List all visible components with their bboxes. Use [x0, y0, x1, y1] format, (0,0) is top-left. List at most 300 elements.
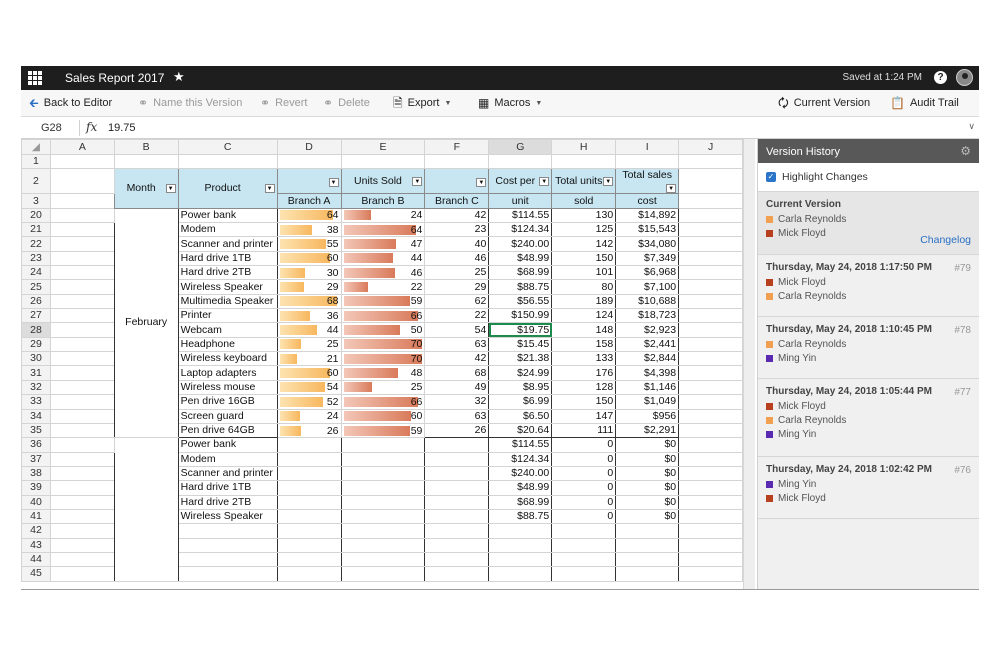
cell[interactable]: [552, 567, 616, 581]
cell[interactable]: [679, 337, 743, 351]
cell[interactable]: [679, 194, 743, 208]
cell[interactable]: [277, 155, 341, 169]
formula-input[interactable]: 19.75: [108, 122, 136, 134]
cell[interactable]: [341, 552, 425, 566]
cell[interactable]: [50, 409, 114, 423]
cell[interactable]: [679, 509, 743, 523]
back-to-editor-button[interactable]: [29, 97, 112, 109]
branch-a-cell[interactable]: [277, 237, 341, 251]
product-cell[interactable]: Wireless Speaker: [178, 280, 277, 294]
filter-icon[interactable]: ▼: [476, 178, 486, 187]
product-cell[interactable]: Hard drive 1TB: [178, 481, 277, 495]
product-cell[interactable]: Screen guard: [178, 409, 277, 423]
cell[interactable]: [277, 538, 341, 552]
branch-a-cell[interactable]: [277, 438, 341, 452]
cost-per-header[interactable]: [489, 169, 552, 194]
row-header[interactable]: 45: [22, 567, 51, 581]
branch-b-cell[interactable]: [341, 509, 425, 523]
cost-cell[interactable]: $48.99: [489, 481, 552, 495]
branch-c-cell[interactable]: 22: [425, 309, 489, 323]
star-icon[interactable]: ★: [173, 69, 185, 84]
cell[interactable]: [679, 438, 743, 452]
row-header[interactable]: 25: [22, 280, 51, 294]
cell[interactable]: [50, 208, 114, 222]
row-header[interactable]: 29: [22, 337, 51, 351]
branch-b-cell[interactable]: [341, 237, 425, 251]
cell[interactable]: [50, 524, 114, 538]
cell[interactable]: [679, 524, 743, 538]
branch-c-cell[interactable]: 29: [425, 280, 489, 294]
cost-cell[interactable]: $6.99: [489, 395, 552, 409]
cell[interactable]: [425, 552, 489, 566]
product-cell[interactable]: Pen drive 64GB: [178, 423, 277, 437]
row-header[interactable]: 43: [22, 538, 51, 552]
row-header[interactable]: 31: [22, 366, 51, 380]
cell[interactable]: [679, 280, 743, 294]
cell[interactable]: [616, 567, 679, 581]
branch-a-cell[interactable]: [277, 409, 341, 423]
cost-cell[interactable]: $114.55: [489, 438, 552, 452]
total-units-header[interactable]: [552, 169, 616, 194]
filter-icon[interactable]: ▼: [412, 177, 422, 186]
branch-b-cell[interactable]: [341, 323, 425, 337]
branch-b-cell[interactable]: [341, 223, 425, 237]
cell[interactable]: [50, 194, 114, 208]
product-cell[interactable]: Pen drive 16GB: [178, 395, 277, 409]
delete-button[interactable]: [323, 97, 370, 109]
version-entry[interactable]: [758, 379, 979, 457]
row-header[interactable]: 39: [22, 481, 51, 495]
branch-b-cell[interactable]: [341, 366, 425, 380]
branch-c-cell[interactable]: [425, 466, 489, 480]
row-header[interactable]: 24: [22, 266, 51, 280]
cost-cell[interactable]: $48.99: [489, 251, 552, 265]
row-header[interactable]: 20: [22, 208, 51, 222]
cell[interactable]: [679, 155, 743, 169]
branch-b-cell[interactable]: [341, 423, 425, 437]
current-version-entry[interactable]: [758, 192, 979, 255]
branch-c-cell[interactable]: 42: [425, 352, 489, 366]
branch-c-cell[interactable]: [425, 495, 489, 509]
branch-a-cell[interactable]: [277, 366, 341, 380]
cell[interactable]: [679, 481, 743, 495]
row-header[interactable]: 40: [22, 495, 51, 509]
cell[interactable]: [341, 155, 425, 169]
branch-c-cell[interactable]: 63: [425, 409, 489, 423]
product-cell[interactable]: Multimedia Speaker: [178, 294, 277, 308]
checkbox-checked-icon[interactable]: ✓: [767, 172, 775, 181]
sales-cell[interactable]: $6,968: [616, 266, 679, 280]
product-cell[interactable]: Webcam: [178, 323, 277, 337]
sales-cell[interactable]: $0: [616, 495, 679, 509]
avatar[interactable]: [956, 69, 973, 86]
row-header[interactable]: 1: [22, 155, 51, 169]
column-header[interactable]: A: [50, 140, 114, 155]
units-cell[interactable]: 125: [552, 223, 616, 237]
cost-cell[interactable]: $15.45: [489, 337, 552, 351]
cell[interactable]: [679, 395, 743, 409]
branch-c-cell[interactable]: 63: [425, 337, 489, 351]
branch-c-cell[interactable]: [425, 452, 489, 466]
sales-cell[interactable]: $0: [616, 481, 679, 495]
units-cell[interactable]: 147: [552, 409, 616, 423]
cell[interactable]: [679, 208, 743, 222]
cell[interactable]: [178, 524, 277, 538]
version-entry[interactable]: [758, 317, 979, 379]
export-button[interactable]: [393, 97, 451, 109]
column-header[interactable]: I: [616, 140, 679, 155]
cell[interactable]: [552, 155, 616, 169]
product-cell[interactable]: Wireless keyboard: [178, 352, 277, 366]
row-header[interactable]: 26: [22, 294, 51, 308]
cell[interactable]: [50, 294, 114, 308]
sales-cell[interactable]: $0: [616, 452, 679, 466]
cell[interactable]: [679, 169, 743, 194]
sheet-grid[interactable]: [21, 139, 743, 582]
sales-cell[interactable]: $4,398: [616, 366, 679, 380]
branch-a-cell[interactable]: [277, 481, 341, 495]
cell[interactable]: [50, 552, 114, 566]
cost-per-subheader[interactable]: unit: [489, 194, 552, 208]
column-header[interactable]: C: [178, 140, 277, 155]
product-cell[interactable]: Scanner and printer: [178, 466, 277, 480]
sales-cell[interactable]: $18,723: [616, 309, 679, 323]
branch-a-cell[interactable]: [277, 337, 341, 351]
cell[interactable]: [50, 266, 114, 280]
row-header[interactable]: 2: [22, 169, 51, 194]
sales-cell[interactable]: $15,543: [616, 223, 679, 237]
row-header[interactable]: 38: [22, 466, 51, 480]
cost-cell[interactable]: $6.50: [489, 409, 552, 423]
sales-cell[interactable]: $34,080: [616, 237, 679, 251]
cell[interactable]: [341, 538, 425, 552]
units-cell[interactable]: 0: [552, 481, 616, 495]
units-cell[interactable]: 0: [552, 495, 616, 509]
name-version-button[interactable]: [138, 97, 242, 109]
branch-a-cell[interactable]: [277, 509, 341, 523]
cell[interactable]: [50, 495, 114, 509]
month-cell[interactable]: [114, 438, 178, 581]
cell[interactable]: [679, 323, 743, 337]
cell[interactable]: [679, 380, 743, 394]
cell[interactable]: [679, 466, 743, 480]
branch-b-cell[interactable]: [341, 481, 425, 495]
row-header[interactable]: 28: [22, 323, 51, 337]
total-sales-header[interactable]: [616, 169, 679, 194]
product-cell[interactable]: Modem: [178, 223, 277, 237]
column-header[interactable]: B: [114, 140, 178, 155]
row-header[interactable]: 41: [22, 509, 51, 523]
branch-c-cell[interactable]: 68: [425, 366, 489, 380]
cell[interactable]: [679, 266, 743, 280]
branch-a-cell[interactable]: [277, 352, 341, 366]
branch-a-cell[interactable]: [277, 223, 341, 237]
changelog-link[interactable]: Changelog: [920, 234, 971, 246]
document-title[interactable]: Sales Report 2017: [65, 71, 165, 85]
units-cell[interactable]: 101: [552, 266, 616, 280]
vertical-scrollbar[interactable]: [743, 139, 755, 590]
cell[interactable]: [50, 380, 114, 394]
branch-b-cell[interactable]: [341, 352, 425, 366]
cell[interactable]: [114, 155, 178, 169]
audit-trail-button[interactable]: [890, 97, 959, 109]
cell[interactable]: [679, 552, 743, 566]
cost-cell[interactable]: $240.00: [489, 237, 552, 251]
filter-icon[interactable]: ▼: [539, 177, 549, 186]
cell[interactable]: [679, 452, 743, 466]
branch-b-cell[interactable]: [341, 438, 425, 452]
cell[interactable]: [50, 538, 114, 552]
selected-cell[interactable]: $19.75: [489, 323, 552, 337]
cell[interactable]: [679, 309, 743, 323]
row-header[interactable]: 44: [22, 552, 51, 566]
cell[interactable]: [679, 352, 743, 366]
cell[interactable]: [679, 251, 743, 265]
cell[interactable]: [50, 509, 114, 523]
sales-cell[interactable]: $1,146: [616, 380, 679, 394]
branch-a-cell[interactable]: [277, 395, 341, 409]
cell[interactable]: [341, 567, 425, 581]
cell[interactable]: [616, 552, 679, 566]
cell[interactable]: [425, 567, 489, 581]
branch-c-cell[interactable]: 42: [425, 208, 489, 222]
column-header[interactable]: F: [425, 140, 489, 155]
cell[interactable]: [489, 524, 552, 538]
sales-cell[interactable]: $7,349: [616, 251, 679, 265]
version-entry[interactable]: [758, 255, 979, 317]
branch-c-cell[interactable]: 23: [425, 223, 489, 237]
branch-c-cell[interactable]: 62: [425, 294, 489, 308]
units-cell[interactable]: 133: [552, 352, 616, 366]
total-sales-subheader[interactable]: cost: [616, 194, 679, 208]
cell[interactable]: [277, 524, 341, 538]
branch-a-cell[interactable]: [277, 380, 341, 394]
branch-a-cell[interactable]: [277, 251, 341, 265]
branch-b-cell[interactable]: [341, 309, 425, 323]
cost-cell[interactable]: $20.64: [489, 423, 552, 437]
cell[interactable]: [679, 294, 743, 308]
branch-b-cell[interactable]: [341, 266, 425, 280]
cell[interactable]: [679, 423, 743, 437]
branch-b-cell[interactable]: [341, 337, 425, 351]
product-cell[interactable]: Laptop adapters: [178, 366, 277, 380]
units-cell[interactable]: 189: [552, 294, 616, 308]
highlight-changes-toggle[interactable]: [758, 163, 979, 192]
cost-cell[interactable]: $114.55: [489, 208, 552, 222]
product-cell[interactable]: Hard drive 2TB: [178, 266, 277, 280]
help-icon[interactable]: ?: [934, 71, 947, 84]
cell[interactable]: [679, 409, 743, 423]
branch-c-cell[interactable]: [425, 481, 489, 495]
branch-a-cell[interactable]: [277, 309, 341, 323]
branch-c-cell[interactable]: 26: [425, 423, 489, 437]
column-header[interactable]: G: [489, 140, 552, 155]
branch-c-cell[interactable]: 32: [425, 395, 489, 409]
cell[interactable]: [489, 538, 552, 552]
units-cell[interactable]: 111: [552, 423, 616, 437]
cell[interactable]: [50, 466, 114, 480]
cell[interactable]: [50, 352, 114, 366]
cell[interactable]: [50, 223, 114, 237]
cost-cell[interactable]: $8.95: [489, 380, 552, 394]
branch-c-cell[interactable]: 25: [425, 266, 489, 280]
cell[interactable]: [50, 337, 114, 351]
row-header[interactable]: 21: [22, 223, 51, 237]
spreadsheet[interactable]: [21, 139, 743, 590]
product-cell[interactable]: Headphone: [178, 337, 277, 351]
app-grid-icon[interactable]: [28, 71, 42, 85]
sales-cell[interactable]: $2,844: [616, 352, 679, 366]
branch-c-cell[interactable]: 49: [425, 380, 489, 394]
column-header[interactable]: E: [341, 140, 425, 155]
units-cell[interactable]: 158: [552, 337, 616, 351]
cost-cell[interactable]: $88.75: [489, 280, 552, 294]
units-cell[interactable]: 130: [552, 208, 616, 222]
product-cell[interactable]: Modem: [178, 452, 277, 466]
sales-cell[interactable]: $1,049: [616, 395, 679, 409]
units-sold-filter-cell[interactable]: [277, 169, 341, 194]
cell[interactable]: [178, 155, 277, 169]
cell[interactable]: [425, 538, 489, 552]
branch-a-cell[interactable]: [277, 266, 341, 280]
cell[interactable]: [679, 237, 743, 251]
cell[interactable]: [679, 223, 743, 237]
filter-icon[interactable]: ▼: [666, 184, 676, 193]
cost-cell[interactable]: $124.34: [489, 452, 552, 466]
select-all-corner[interactable]: ◢: [22, 140, 51, 155]
branch-a-cell[interactable]: [277, 452, 341, 466]
product-cell[interactable]: Power bank: [178, 438, 277, 452]
row-header[interactable]: 27: [22, 309, 51, 323]
sales-cell[interactable]: $2,441: [616, 337, 679, 351]
product-header[interactable]: [178, 169, 277, 208]
column-header[interactable]: D: [277, 140, 341, 155]
branch-c-cell[interactable]: 54: [425, 323, 489, 337]
cost-cell[interactable]: $68.99: [489, 495, 552, 509]
cost-cell[interactable]: $21.38: [489, 352, 552, 366]
branch-b-cell[interactable]: [341, 409, 425, 423]
cell[interactable]: [50, 423, 114, 437]
branch-b-cell[interactable]: [341, 280, 425, 294]
version-entry[interactable]: [758, 457, 979, 519]
branch-c-cell[interactable]: [425, 509, 489, 523]
units-cell[interactable]: 0: [552, 509, 616, 523]
cell[interactable]: [679, 495, 743, 509]
cell[interactable]: [552, 524, 616, 538]
row-header[interactable]: 36: [22, 438, 51, 452]
row-header[interactable]: 37: [22, 452, 51, 466]
cell[interactable]: [178, 567, 277, 581]
branch-a-cell[interactable]: [277, 323, 341, 337]
cell[interactable]: [50, 395, 114, 409]
units-cell[interactable]: 150: [552, 395, 616, 409]
cell[interactable]: [679, 567, 743, 581]
branch-b-cell[interactable]: [341, 251, 425, 265]
cost-cell[interactable]: $240.00: [489, 466, 552, 480]
units-sold-header[interactable]: [341, 169, 425, 194]
cell[interactable]: [50, 155, 114, 169]
branch-b-cell[interactable]: [341, 495, 425, 509]
cost-cell[interactable]: $68.99: [489, 266, 552, 280]
chevron-down-icon[interactable]: ∨: [968, 121, 975, 131]
units-cell[interactable]: 0: [552, 466, 616, 480]
column-header[interactable]: J: [679, 140, 743, 155]
cell[interactable]: [50, 280, 114, 294]
units-cell[interactable]: 0: [552, 438, 616, 452]
branch-a-cell[interactable]: [277, 208, 341, 222]
product-cell[interactable]: Scanner and printer: [178, 237, 277, 251]
row-header[interactable]: 3: [22, 194, 51, 208]
cell[interactable]: [425, 524, 489, 538]
branch-a-cell[interactable]: [277, 294, 341, 308]
macros-button[interactable]: [478, 97, 542, 109]
branch-a-header[interactable]: Branch A: [277, 194, 341, 208]
gear-icon[interactable]: ⚙: [960, 144, 971, 158]
branch-c-cell[interactable]: [425, 438, 489, 452]
cell[interactable]: [489, 552, 552, 566]
cell[interactable]: [50, 481, 114, 495]
units-cell[interactable]: 150: [552, 251, 616, 265]
branch-a-cell[interactable]: [277, 466, 341, 480]
cell[interactable]: [679, 366, 743, 380]
cell[interactable]: [552, 538, 616, 552]
filter-icon[interactable]: ▼: [265, 184, 275, 193]
branch-b-cell[interactable]: [341, 294, 425, 308]
units-cell[interactable]: 148: [552, 323, 616, 337]
filter-icon[interactable]: ▼: [166, 184, 176, 193]
cell[interactable]: [50, 309, 114, 323]
cell[interactable]: [616, 524, 679, 538]
product-cell[interactable]: Printer: [178, 309, 277, 323]
cell[interactable]: [341, 524, 425, 538]
branch-c-cell[interactable]: 46: [425, 251, 489, 265]
cell[interactable]: [552, 552, 616, 566]
branch-c-cell[interactable]: 40: [425, 237, 489, 251]
cell[interactable]: [50, 438, 114, 452]
row-header[interactable]: 32: [22, 380, 51, 394]
cell[interactable]: [277, 567, 341, 581]
row-header[interactable]: 33: [22, 395, 51, 409]
cell[interactable]: [50, 323, 114, 337]
current-version-button[interactable]: [778, 97, 870, 109]
branch-b-header[interactable]: Branch B: [341, 194, 425, 208]
cell[interactable]: [50, 169, 114, 194]
row-header[interactable]: 42: [22, 524, 51, 538]
branch-a-cell[interactable]: [277, 423, 341, 437]
sales-cell[interactable]: $14,892: [616, 208, 679, 222]
sales-cell[interactable]: $0: [616, 466, 679, 480]
branch-b-cell[interactable]: [341, 452, 425, 466]
revert-button[interactable]: [260, 97, 307, 109]
row-header[interactable]: 34: [22, 409, 51, 423]
branch-b-cell[interactable]: [341, 208, 425, 222]
cost-cell[interactable]: $124.34: [489, 223, 552, 237]
product-cell[interactable]: Wireless Speaker: [178, 509, 277, 523]
sales-cell[interactable]: $10,688: [616, 294, 679, 308]
filter-icon[interactable]: ▼: [329, 178, 339, 187]
cell[interactable]: [616, 538, 679, 552]
branch-a-cell[interactable]: [277, 495, 341, 509]
sales-cell[interactable]: $2,291: [616, 423, 679, 437]
sales-cell[interactable]: $7,100: [616, 280, 679, 294]
units-sold-filter-cell[interactable]: [425, 169, 489, 194]
product-cell[interactable]: Hard drive 2TB: [178, 495, 277, 509]
cell[interactable]: [489, 567, 552, 581]
cell-reference[interactable]: G28: [41, 122, 62, 134]
cell[interactable]: [178, 552, 277, 566]
cell[interactable]: [277, 552, 341, 566]
cell[interactable]: [489, 155, 552, 169]
